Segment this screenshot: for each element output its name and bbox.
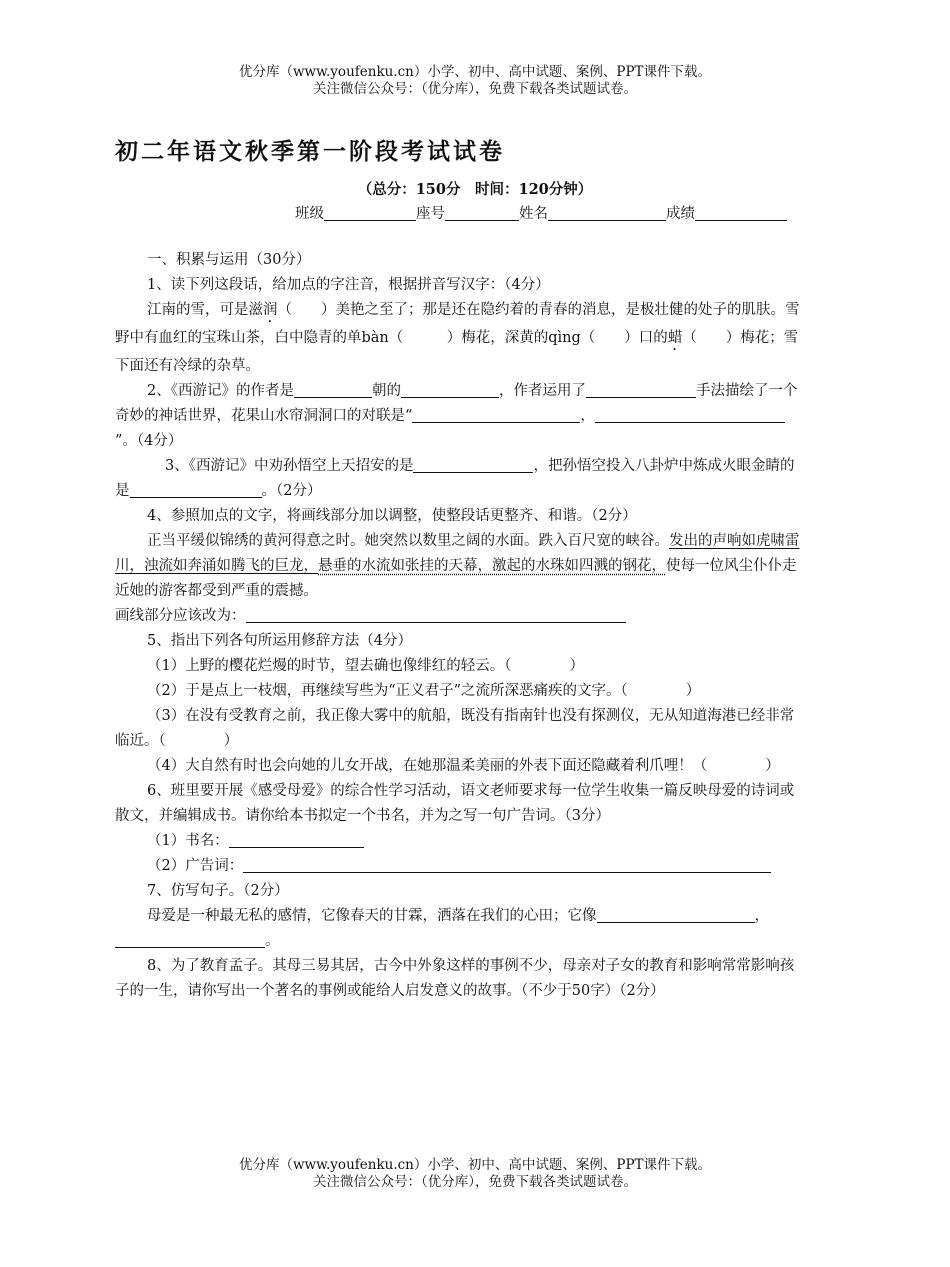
page-footer [0,1157,950,1191]
student-info-line [295,202,787,223]
q3-blank-1[interactable] [413,456,533,473]
underlined-phrase: 发出的声响如虎啸雷川，浊流如奔涌如腾飞的巨龙， [115,533,800,574]
section-heading: 一、积累与运用（30分） [147,252,311,268]
q5-prompt: 5、指出下列各句所运用修辞方法（4分） [147,633,412,649]
q6-ad-blank[interactable] [243,856,771,873]
name-label: 姓名 [519,206,548,222]
q2-blank-couplet-2a[interactable] [595,406,655,423]
score-field[interactable] [695,204,787,221]
exam-body [115,248,803,1004]
dotted-phrase: 悬垂的水流如张挂的天幕，激起的水珠如四溅的钢花， [318,558,666,574]
class-label: 班级 [295,206,324,222]
q4-answer-line: 画线部分应该改为： [115,604,803,629]
exam-title: 初二年语文秋季第一阶段考试试卷 [115,138,505,165]
q7-prompt: 7、仿写句子。（2分） [147,883,289,899]
q8-prompt: 8、为了教育孟子。其母三易其居，古今中外象这样的事例不少，母亲对子女的教育和影响常常影响孩子的一生，请你写出一个著名的事例或能给人启发意义的故事。（不少于50字）（2分） [115,958,795,999]
q5-item-3: （3）在没有受教育之前，我正像大雾中的航船，既没有指南针也没有探测仪，无从知道海港已经非常临近。（ ） [115,708,795,749]
seat-field[interactable] [445,204,519,221]
q2-blank-dynasty[interactable] [401,381,499,398]
q7-blank-1a[interactable] [597,906,715,923]
q5-item-4: （4）大自然有时也会向她的儿女开战，在她那温柔美丽的外表下面还隐藏着利爪哩！（ ） [147,758,780,774]
q4-passage: 正当平缓似锦绣的黄河得意之时。她突然以数里之阔的水面。跌入百尺宽的峡谷。发出的声响如虎啸雷川，浊流如奔涌如腾飞的巨龙，悬垂的水流如张挂的天幕，激起的水珠如四溅的钢花，使每一位风尘仆仆走近她的游客都受到严重的震撼。 [115,533,800,599]
q5-item-2: （2）于是点上一枝烟，再继续写些为“正义君子”之流所深恶痛疾的文字。（ ） [147,683,701,699]
q1-passage: 江南的雪，可是滋润（ ）美艳之至了；那是还在隐约着的青春的消息，是极壮健的处子的肌肤。雪野中有血红的宝珠山茶，白中隐青的单bàn（ ）梅花，深黄的qìng（ ）口的蜡（ ）梅花；雪下面还有冷绿的杂草。 [115,302,800,374]
dotted-char-2: 蜡 [667,330,683,346]
q3: 3、《西游记》中劝孙悟空上天招安的是 ，把孙悟空投入八卦炉中炼成火眼金睛的是 。（2分） [115,458,795,499]
q4-prompt: 4、参照加点的文字，将画线部分加以调整，使整段话更整齐、和谐。（2分） [147,508,637,524]
q5-item-1: （1）上野的樱花烂熳的时节，望去确也像绯红的轻云。（ ） [147,658,584,674]
header-line-2: 关注微信公众号：（优分库），免费下载各类试题试卷。 [313,81,637,97]
footer-line-2: 关注微信公众号：（优分库），免费下载各类试题试卷。 [313,1174,637,1190]
q3-blank-2[interactable] [130,481,262,498]
exam-subtitle: （总分：150分 时间：120分钟） [357,181,593,198]
q2-blank-author[interactable] [294,381,372,398]
q2-blank-method[interactable] [586,381,696,398]
q7-blank-1b[interactable] [715,906,755,923]
q4-answer-blank[interactable] [246,606,626,623]
score-label: 成绩 [666,206,695,222]
q6-prompt: 6、班里要开展《感受母爱》的综合性学习活动，语文老师要求每一位学生收集一篇反映母爱的诗词或散文，并编辑成书。请你给本书拟定一个书名，并为之写一句广告词。（3分） [115,783,795,824]
q1-prompt: 1、读下列这段话，给加点的字注音，根据拼音写汉字：（4分） [147,277,550,293]
q2: 2、《西游记》的作者是 朝的 ，作者运用了 手法描绘了一个奇妙的神话世界，花果山水帘洞洞口的对联是“ ，”。（4分） [115,383,798,449]
q6-book-line: （1）书名： [115,829,803,854]
name-field[interactable] [548,204,666,221]
q7-blank-2[interactable] [115,931,265,948]
q2-blank-couplet-2b[interactable] [655,406,785,423]
q6-ad-line: （2）广告词： [115,854,803,879]
header-line-1: 优分库（www.youfenku.cn）小学、初中、高中试题、案例、PPT课件下载。 [238,64,712,80]
q6-book-blank[interactable] [229,831,364,848]
q2-blank-couplet-1[interactable] [412,406,580,423]
page-header [0,64,950,98]
dotted-char-1: 润 [263,302,278,318]
class-field[interactable] [324,204,416,221]
seat-label: 座号 [416,206,445,222]
q7-sentence: 母爱是一种最无私的感情，它像春天的甘霖，洒落在我们的心田；它像 ，。 [115,904,803,954]
footer-line-1: 优分库（www.youfenku.cn）小学、初中、高中试题、案例、PPT课件下载。 [238,1157,712,1173]
